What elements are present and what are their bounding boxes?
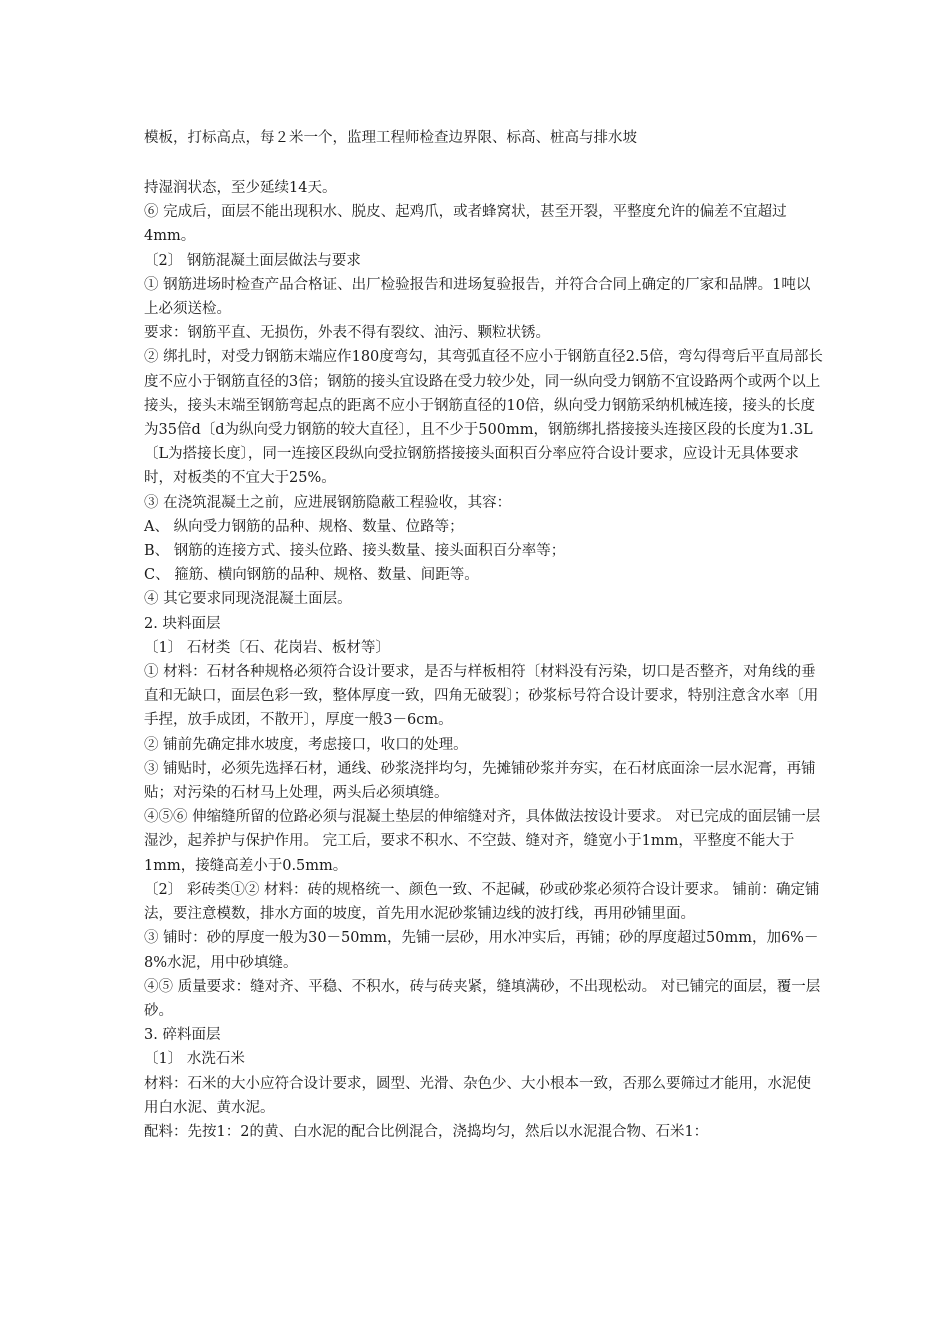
paragraph: 要求：钢筋平直、无损伤，外表不得有裂纹、油污、颗粒状锈。 <box>144 325 550 342</box>
document-body <box>144 176 824 1144</box>
paragraph: ④⑤ 质量要求：缝对齐、平稳、不积水，砖与砖夹紧，缝填满砂，不出现松动。 对已铺完的面层，覆一层砂。 <box>144 978 821 1019</box>
list-item: B、 钢筋的连接方式、接头位路、接头数量、接头面积百分率等； <box>144 543 566 560</box>
paragraph: ① 材料：石材各种规格必须符合设计要求，是否与样板相符〔材料没有污染，切口是否整齐，对角线的垂直和无缺口，面层色彩一致，整体厚度一致，四角无破裂〕；砂浆标号符合设计要求，特别注意含水率〔用手捏，放手成团，不散开〕，厚度一般3－6cm。 <box>144 664 819 729</box>
paragraph: ② 铺前先确定排水坡度，考虑接口，收口的处理。 <box>144 736 468 753</box>
paragraph: ④⑤⑥ 伸缩缝所留的位路必须与混凝土垫层的伸缩缝对齐，具体做法按设计要求。 对已完成的面层铺一层湿沙，起养护与保护作用。 完工后，要求不积水、不空鼓、缝对齐，缝宽小于1mm，平整度不能大于1mm，接缝高差小于0.5mm。 <box>144 809 821 874</box>
paragraph: 材料：石米的大小应符合设计要求，圆型、光滑、杂色少、大小根本一致，否那么要筛过才能用，水泥使用白水泥、黄水泥。 <box>144 1075 811 1116</box>
paragraph: ③ 在浇筑混凝土之前，应进展钢筋隐蔽工程验收，其容： <box>144 494 512 511</box>
section-heading: 〔1〕 石材类〔石、花岗岩、板材等〕 <box>144 639 390 656</box>
paragraph: ③ 铺时：砂的厚度一般为30－50mm，先铺一层砂，用水冲实后，再铺；砂的厚度超过50mm，加6%－8%水泥，用中砂填缝。 <box>144 930 819 971</box>
list-item: A、 纵向受力钢筋的品种、规格、数量、位路等； <box>144 518 464 535</box>
section-heading: 3. 碎料面层 <box>144 1027 221 1044</box>
section-heading: 〔1〕 水洗石米 <box>144 1051 245 1068</box>
section-heading: 〔2〕 钢筋混凝土面层做法与要求 <box>144 252 361 269</box>
paragraph: ⑥ 完成后，面层不能出现积水、脱皮、起鸡爪，或者蜂窝状，甚至开裂，平整度允许的偏差不宜超过4mm。 <box>144 204 787 245</box>
paragraph: 〔2〕 彩砖类①② 材料：砖的规格统一、颜色一致、不起碱，砂或砂浆必须符合设计要求。 铺前：确定铺法，要注意模数，排水方面的坡度，首先用水泥砂浆铺边线的波打线，再用砂铺里面。 <box>144 881 820 923</box>
paragraph: 持湿润状态，至少延续14天。 <box>144 180 337 196</box>
paragraph: ① 钢筋进场时检查产品合格证、出厂检验报告和进场复验报告，并符合合同上确定的厂家和品牌。1吨以上必须送检。 <box>144 276 811 318</box>
paragraph: ② 绑扎时，对受力钢筋末端应作180度弯勾，其弯弧直径不应小于钢筋直径2.5倍，弯勾得弯后平直局部长度不应小于钢筋直径的3倍；钢筋的接头宜设路在受力较少处，同一纵向受力钢筋不宜设路两个或两个以上接头，接头末端至钢筋弯起点的距离不应小于钢筋直径的10倍，纵向受力钢筋采纳机械连接，接头的长度为35倍d〔d为纵向受力钢筋的较大直径〕，且不少于500mm，钢筋绑扎搭接接头连接区段的长度为1.3L〔L为搭接长度〕，同一连接区段纵向受拉钢筋搭接接头面积百分率应符合设计要求，应设计无具体要求时，对板类的不宜大于25%。 <box>144 349 823 487</box>
section-heading: 2. 块料面层 <box>144 615 221 632</box>
paragraph: ③ 铺贴时，必须先选择石材，通线、砂浆浇拌均匀，先摊铺砂浆并夯实，在石材底面涂一层水泥膏，再铺贴；对污染的石材马上处理，两头后必须填缝。 <box>144 760 816 802</box>
top-text-line: 模板，打标高点，每２米一个，监理工程师检查边界限、标高、桩高与排水坡 <box>144 130 637 146</box>
paragraph: ④ 其它要求同现浇混凝土面层。 <box>144 591 352 608</box>
paragraph: 配料：先按1：2的黄、白水泥的配合比例混合，浇捣均匀，然后以水泥混合物、石米1： <box>144 1123 709 1140</box>
list-item: C、 箍筋、横向钢筋的品种、规格、数量、间距等。 <box>144 567 479 584</box>
